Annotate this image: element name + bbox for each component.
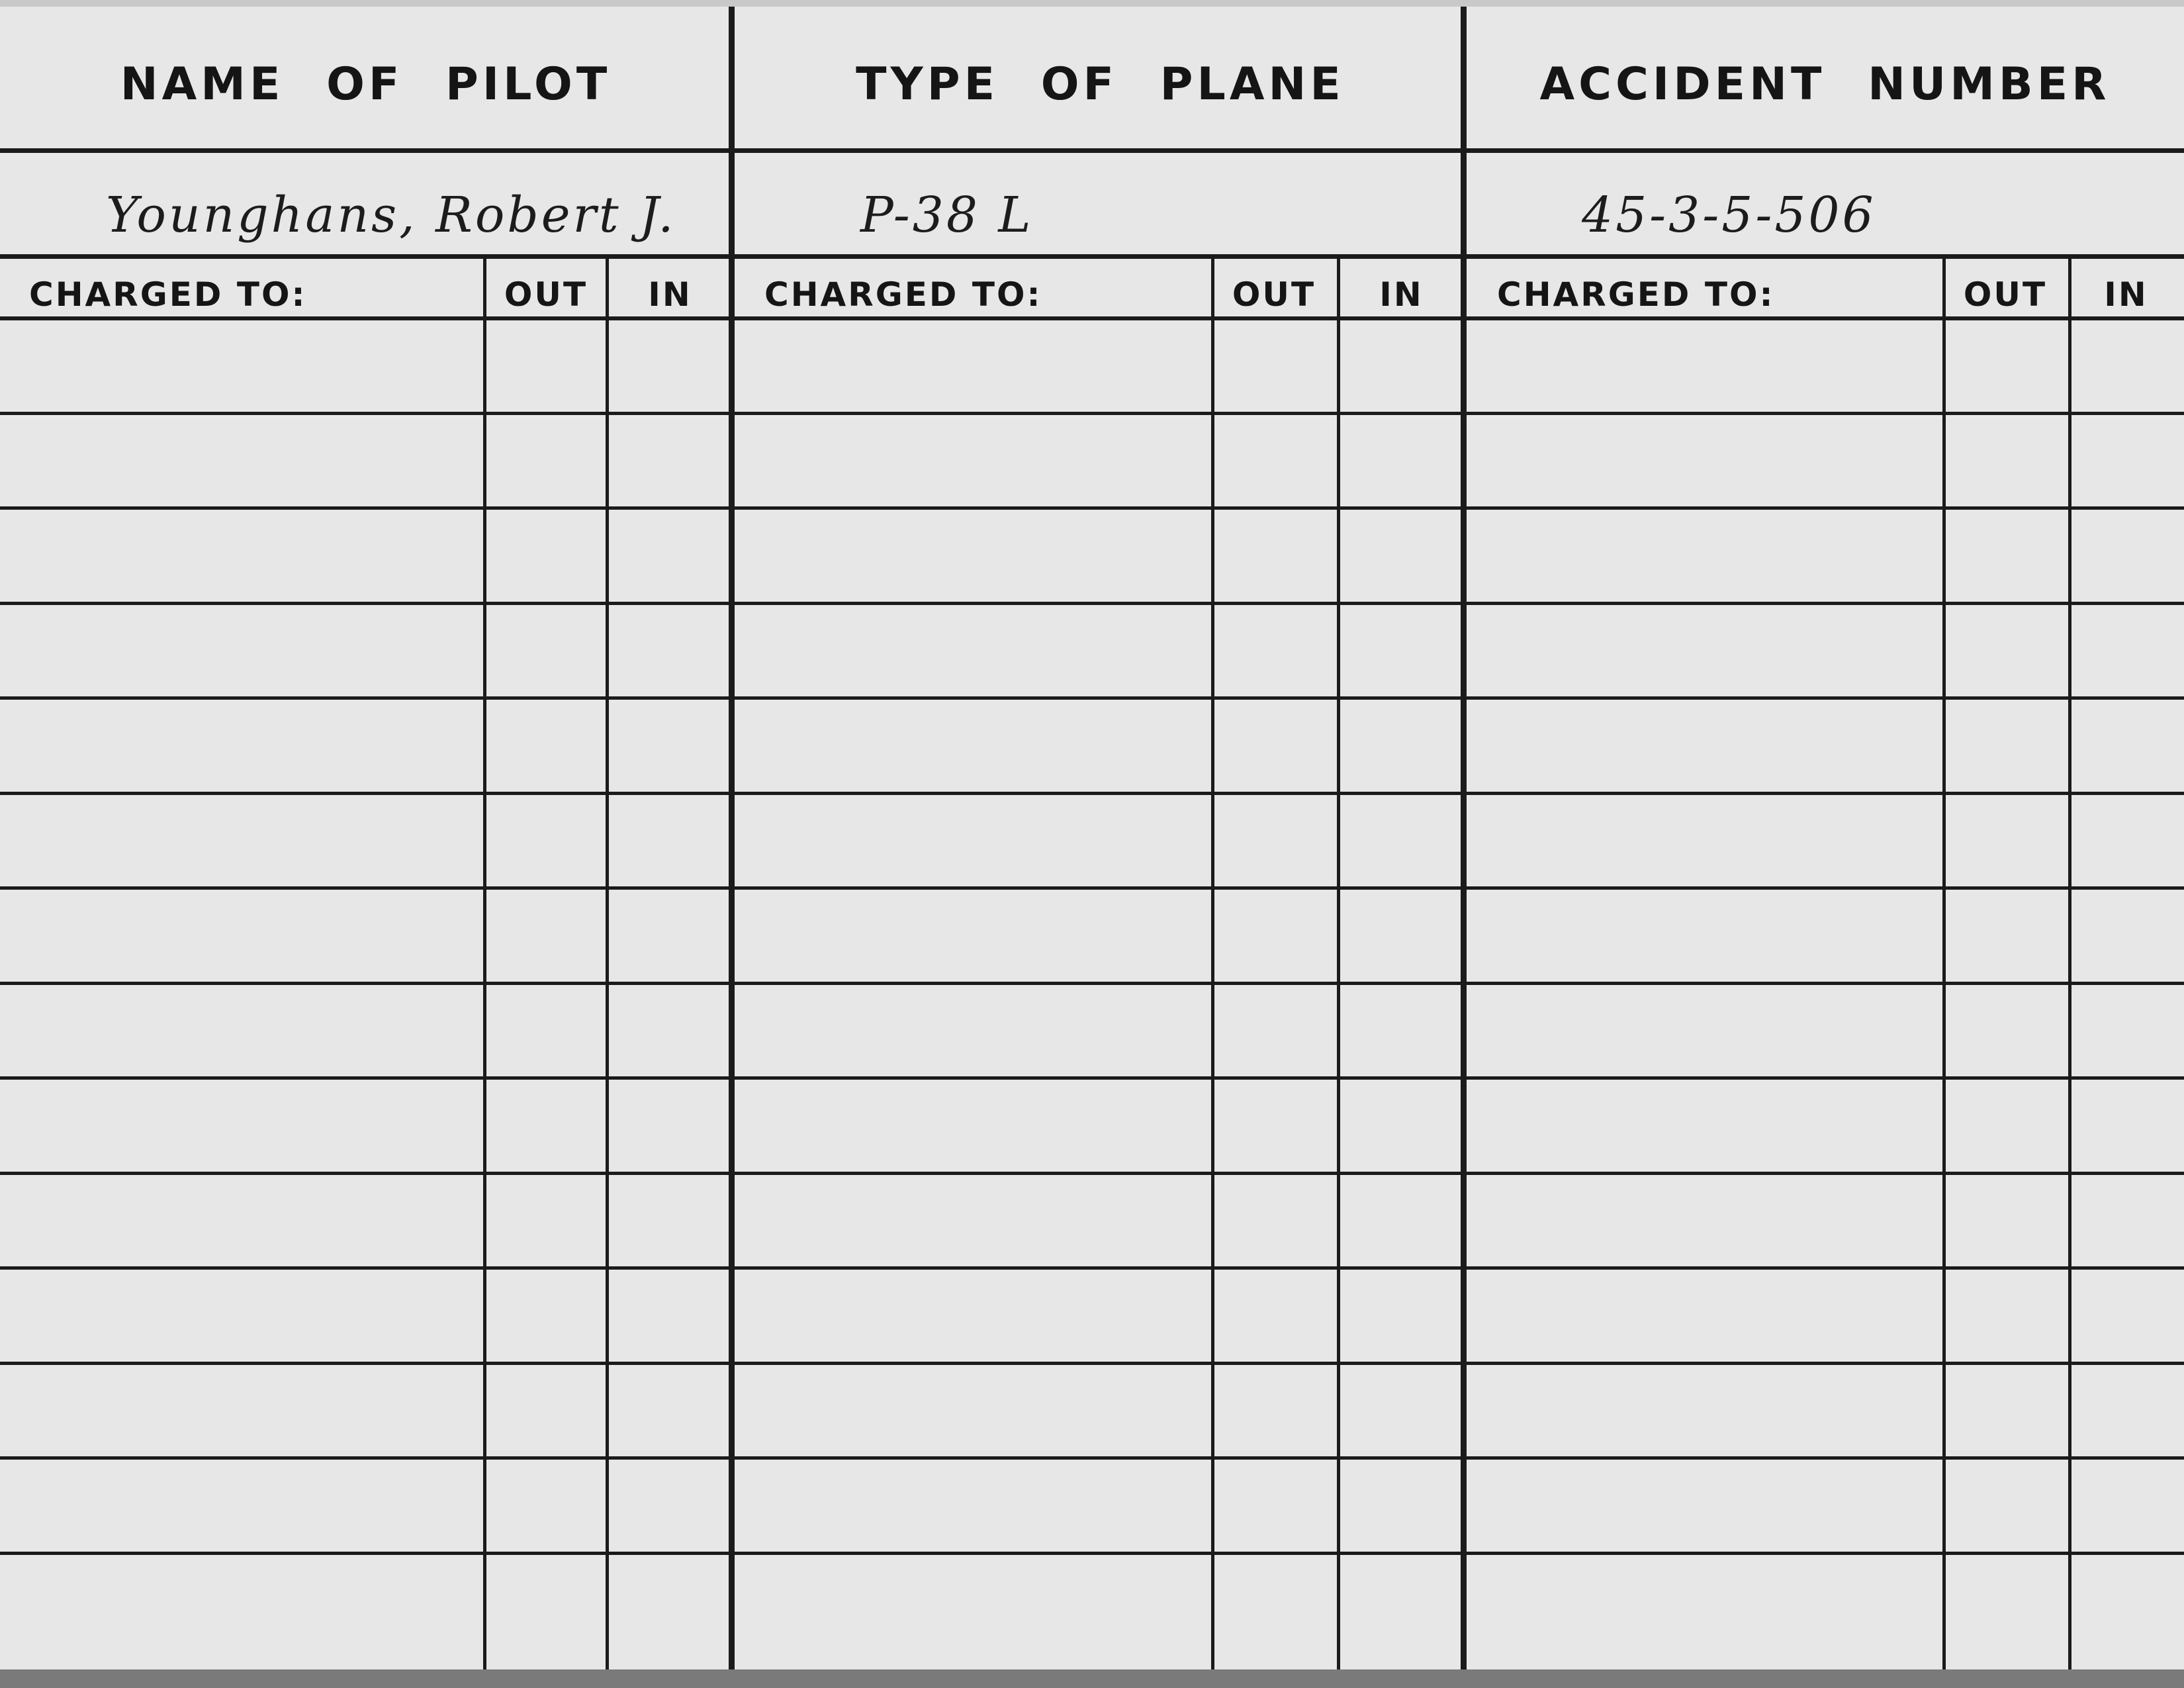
rule-line — [0, 886, 2184, 890]
rule-line — [0, 602, 2184, 605]
charged-to-label: CHARGED TO: — [29, 275, 307, 314]
in-label: IN — [2104, 275, 2148, 314]
pilot-name-header: NAME OF PILOT — [120, 58, 612, 111]
column-divider — [483, 258, 486, 1669]
accident-number-header: ACCIDENT NUMBER — [1539, 58, 2111, 111]
rule-line — [0, 696, 2184, 700]
out-label: OUT — [1232, 275, 1316, 314]
accident-record-card — [0, 7, 2184, 1669]
rule-line — [0, 506, 2184, 510]
in-label: IN — [1379, 275, 1424, 314]
column-divider — [1942, 258, 1946, 1669]
pilot-name-value: Younghans, Robert J. — [106, 187, 676, 244]
rule-line — [0, 316, 2184, 320]
column-divider — [729, 7, 735, 1669]
rule-line — [0, 1266, 2184, 1270]
plane-type-header: TYPE OF PLANE — [856, 58, 1345, 111]
rule-line — [0, 982, 2184, 985]
rule-line — [0, 1172, 2184, 1175]
rule-line — [0, 1076, 2184, 1080]
column-divider — [1461, 7, 1467, 1669]
out-label: OUT — [1963, 275, 2048, 314]
out-label: OUT — [504, 275, 588, 314]
charged-to-label: CHARGED TO: — [1497, 275, 1775, 314]
rule-line — [0, 1362, 2184, 1365]
column-divider — [1211, 258, 1214, 1669]
column-divider — [1337, 258, 1340, 1669]
plane-type-value: P-38 L — [860, 187, 1034, 244]
in-label: IN — [648, 275, 692, 314]
rule-line — [0, 792, 2184, 795]
rule-line — [0, 148, 2184, 153]
column-divider — [2068, 258, 2071, 1669]
rule-line — [0, 1552, 2184, 1555]
card-bottom-edge — [0, 1669, 2184, 1688]
column-divider — [606, 258, 609, 1669]
rule-line — [0, 1456, 2184, 1460]
accident-number-value: 45-3-5-506 — [1582, 187, 1876, 244]
rule-line — [0, 254, 2184, 259]
charged-to-label: CHARGED TO: — [764, 275, 1042, 314]
rule-line — [0, 412, 2184, 415]
